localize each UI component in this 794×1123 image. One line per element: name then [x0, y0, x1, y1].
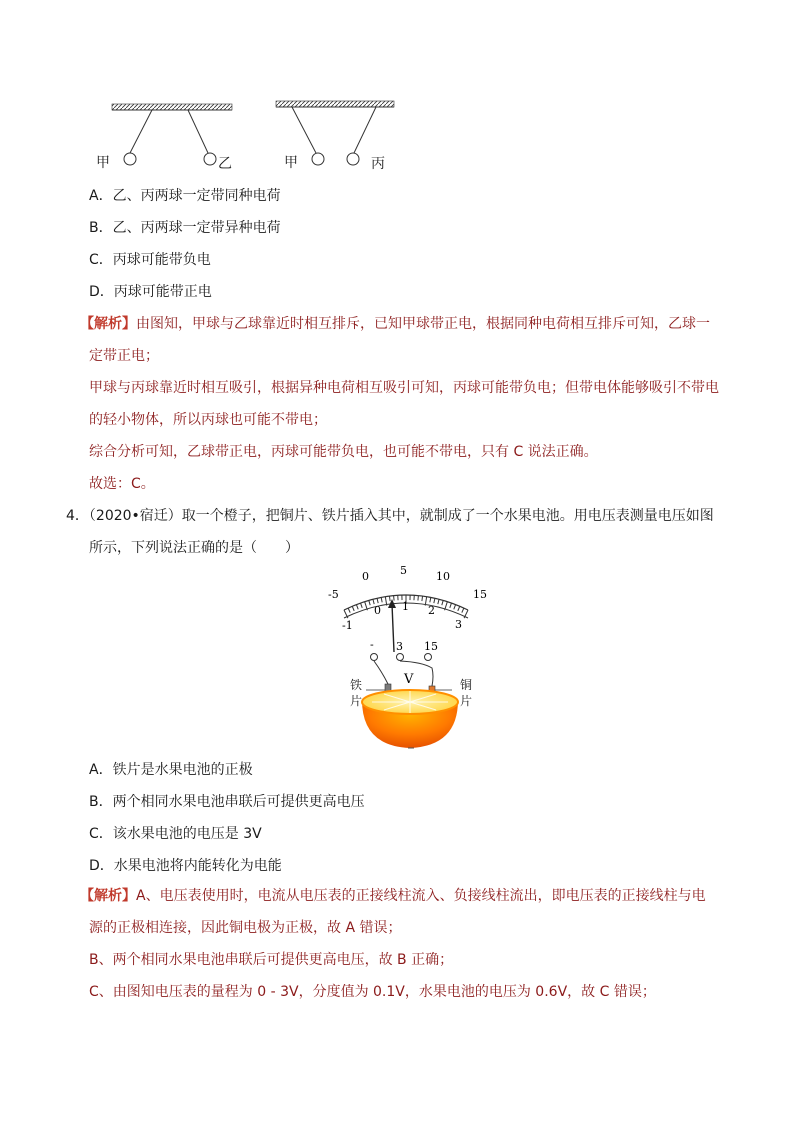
terminal-label-3: 3	[396, 640, 403, 653]
ball-jia-left	[124, 153, 136, 165]
q3-option-c: C．丙球可能带负电	[89, 252, 211, 268]
upper-tick-minus5: -5	[328, 588, 339, 601]
figure-hanging-balls	[90, 96, 410, 176]
upper-tick-10: 10	[436, 570, 450, 583]
label-yi: 乙	[218, 156, 232, 172]
terminal-label-minus: -	[370, 638, 374, 651]
lower-tick-2: 2	[428, 604, 435, 617]
q4-stem-line-2: 所示，下列说法正确的是（ ）	[89, 540, 299, 556]
iron-label-1: 铁	[350, 678, 363, 692]
q3-analysis-line-1	[80, 314, 710, 334]
upper-tick-15: 15	[473, 588, 487, 601]
right-ceiling	[276, 101, 394, 107]
lower-tick-1: 1	[402, 600, 409, 613]
scale-tick	[389, 596, 390, 601]
scale-tick	[462, 608, 464, 613]
q4-option-a: A．铁片是水果电池的正极	[89, 762, 253, 778]
ball-bing	[347, 153, 359, 165]
left-thread-yi	[188, 110, 208, 153]
q3-analysis-text-1: 由图知，甲球与乙球靠近时相互排斥，已知甲球带正电，根据同种电荷相互排斥可知，乙球一	[136, 316, 710, 332]
left-setup	[112, 104, 232, 165]
label-jia-left: 甲	[96, 155, 110, 171]
q3-analysis-tag: 【解析】	[80, 316, 136, 332]
q4-option-d: D．水果电池将内能转化为电能	[89, 858, 282, 874]
left-ceiling	[112, 104, 232, 110]
lower-tick-3: 3	[455, 618, 462, 631]
scale-tick	[438, 599, 439, 604]
q3-analysis-line-5: 综合分析可知，乙球带正电，丙球可能带负电，也可能不带电，只有 C 说法正确。	[89, 444, 598, 460]
terminal-minus	[371, 654, 378, 661]
scale-tick	[434, 598, 435, 603]
q4-analysis-line-2: 源的正极相连接，因此铜电极为正极，故 A 错误；	[89, 920, 402, 936]
q4-option-c: C．该水果电池的电压是 3V	[89, 826, 262, 842]
q4-number: 4．	[66, 508, 89, 524]
q4-option-b: B．两个相同水果电池串联后可提供更高电压	[89, 794, 365, 810]
scale-tick	[356, 605, 358, 610]
scale-tick	[377, 598, 378, 603]
right-thread-bing	[354, 107, 376, 153]
q4-analysis-line-4: C、由图知电压表的量程为 0 - 3V，分度值为 0.1V，水果电池的电压为 0.6V，故 C 错误；	[89, 984, 656, 1000]
lower-tick-0: 0	[374, 604, 381, 617]
scale-tick	[458, 606, 460, 611]
q4-stem-text-1: （2020•宿迁）取一个橙子，把铜片、铁片插入其中，就制成了一个水果电池。用电压表测量电压如图	[88, 508, 714, 524]
upper-tick-0: 0	[362, 570, 369, 583]
left-thread-jia	[130, 110, 152, 153]
iron-label-2: 片	[350, 694, 363, 708]
figure-fruit-battery	[322, 562, 492, 752]
right-thread-jia	[292, 107, 316, 153]
lower-tick-minus1: -1	[342, 619, 353, 632]
q3-analysis-line-2: 定带正电；	[89, 348, 159, 364]
q3-option-d: D．丙球可能带正电	[89, 284, 212, 300]
terminal-label-15: 15	[424, 640, 438, 653]
terminal-3	[397, 654, 404, 661]
q4-analysis-tag: 【解析】	[80, 888, 136, 904]
q4-stem-line-1	[66, 506, 714, 526]
label-jia-right: 甲	[284, 155, 298, 171]
copper-label-1: 铜	[460, 678, 473, 692]
voltmeter-pointer	[392, 604, 394, 652]
upper-tick-5: 5	[400, 564, 407, 577]
ball-yi	[204, 153, 216, 165]
scale-tick	[381, 597, 382, 602]
label-bing: 丙	[371, 156, 385, 172]
ball-jia-right	[312, 153, 324, 165]
copper-label-2: 片	[460, 694, 473, 708]
scale-tick	[352, 606, 354, 611]
scale-tick	[442, 600, 443, 605]
scale-tick	[430, 597, 431, 602]
q3-analysis-line-3: 甲球与丙球靠近时相互吸引，根据异种电荷相互吸引可知，丙球可能带负电；但带电体能够吸引不带电	[89, 380, 719, 396]
scale-tick	[348, 608, 350, 613]
q3-analysis-line-4: 的轻小物体，所以丙球也可能不带电；	[89, 412, 327, 428]
q3-option-a: A．乙、丙两球一定带同种电荷	[89, 188, 281, 204]
scale-tick	[369, 600, 370, 605]
q4-analysis-line-1	[80, 886, 706, 906]
voltmeter-unit: V	[404, 672, 414, 687]
wire-iron	[374, 661, 388, 684]
q3-answer: 故选：C。	[89, 476, 155, 492]
q4-analysis-line-3: B、两个相同水果电池串联后可提供更高电压，故 B 正确；	[89, 952, 454, 968]
terminal-15	[425, 654, 432, 661]
scale-tick	[450, 603, 452, 608]
q4-analysis-text-1: A、电压表使用时，电流从电压表的正接线柱流入、负接线柱流出，即电压表的正接线柱与电	[136, 888, 706, 904]
scale-tick	[454, 605, 456, 610]
scale-tick	[361, 603, 363, 608]
q3-option-b: B．乙、丙两球一定带异种电荷	[89, 220, 281, 236]
scale-tick	[422, 596, 423, 601]
